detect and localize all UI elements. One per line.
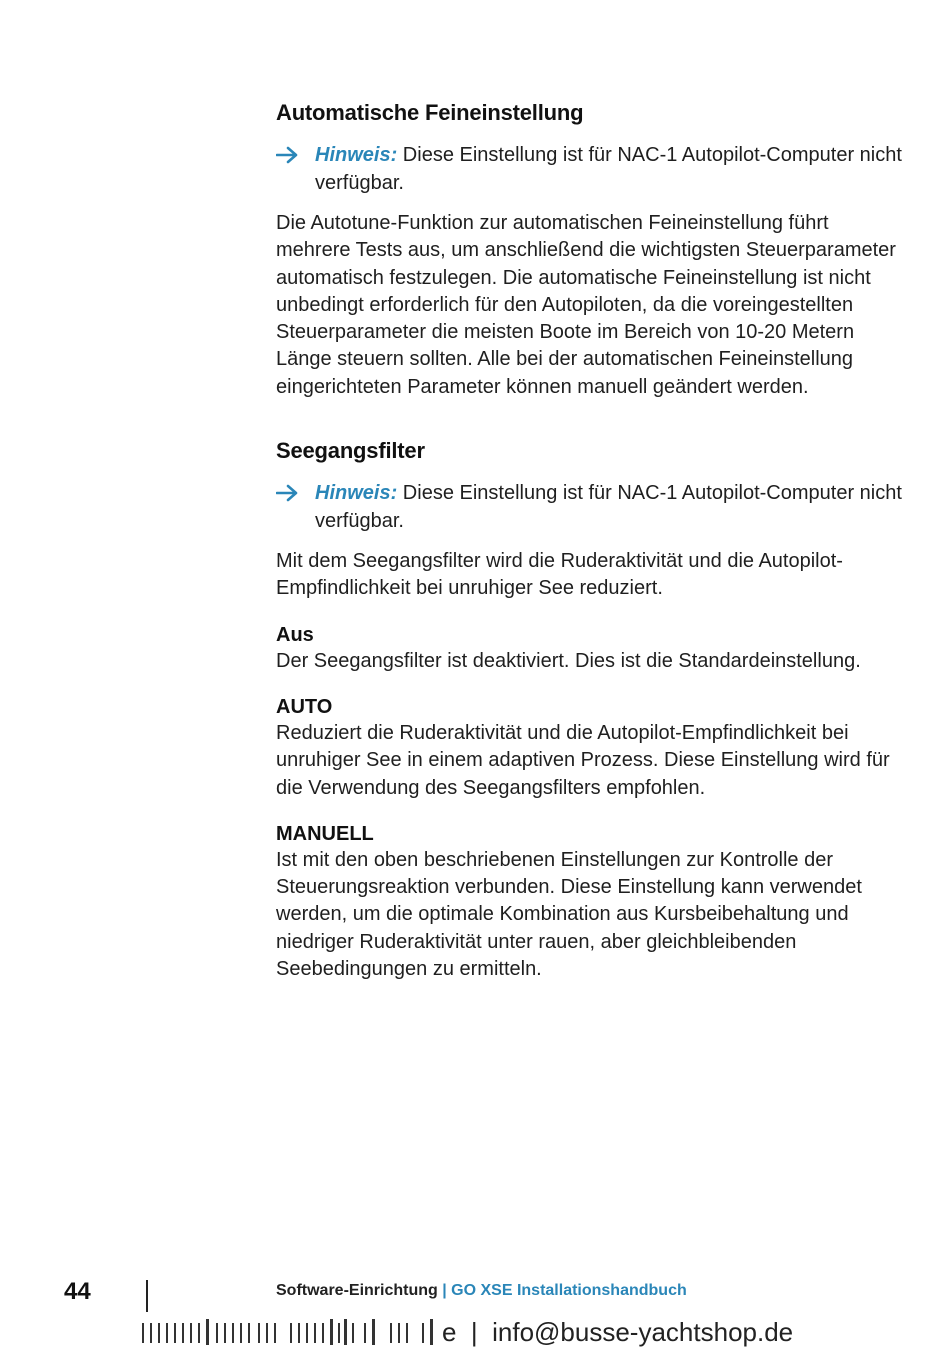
option-aus <box>276 622 906 675</box>
watermark <box>140 1316 820 1348</box>
option-auto <box>276 694 906 802</box>
note-seegangsfilter <box>276 480 906 535</box>
barcode-watermark-icon <box>140 1317 440 1347</box>
footer-section: Software-Einrichtung <box>276 1282 438 1299</box>
option-title: Aus <box>276 623 314 646</box>
footer-divider <box>146 1280 148 1312</box>
option-title: AUTO <box>276 695 333 718</box>
watermark-text: e | info@busse-yachtshop.de <box>442 1316 794 1347</box>
option-description: Ist mit den oben beschriebenen Einstellungen zur Kontrolle der Steuerungsreaktion verbunden. Diese Einstellung kann verwendet werden, um die optimale Kombination aus Kursbeibehaltung und niedriger Ruderaktivität unter rauen, aber gleichbleibenden Seebedingungen zu ermitteln. <box>276 848 862 981</box>
footer-pipe: | <box>437 1282 452 1299</box>
note-label: Hinweis: <box>315 482 398 505</box>
note-text: Diese Einstellung ist für NAC-1 Autopilot-Computer nicht verfügbar. <box>315 144 902 194</box>
section-heading-feineinstellung: Automatische Feineinstellung <box>276 100 584 125</box>
option-description: Reduziert die Ruderaktivität und die Autopilot-Empfindlichkeit bei unruhiger See in einem adaptiven Prozess. Diese Einstellung wird für die Verwendung des Seegangsfilters empfohlen. <box>276 721 890 799</box>
arrow-right-icon <box>276 145 300 165</box>
section-heading-seegangsfilter: Seegangsfilter <box>276 438 425 464</box>
paragraph-autotune: Die Autotune-Funktion zur automatischen Feineinstellung führt mehrere Tests aus, um anschließend die wichtigsten Steuerparameter automatisch festzulegen. Die automatische Feineinstellung ist nicht unbedingt erforderlich für den Autopiloten, da die voreingestellten Steuerparameter die meisten Boote im Bereich von 10-20 Metern Länge steuern sollten. Alle bei der automatischen Feineinstellung eingerichteten Parameter können manuell geändert werden. <box>276 212 896 398</box>
option-title: MANUELL <box>276 822 374 845</box>
footer-book-title: GO XSE Installationshandbuch <box>451 1282 687 1299</box>
note-feineinstellung <box>276 142 906 197</box>
arrow-right-icon <box>276 483 300 503</box>
note-text: Diese Einstellung ist für NAC-1 Autopilot-Computer nicht verfügbar. <box>315 482 902 532</box>
note-label: Hinweis: <box>315 144 398 166</box>
page-number: 44 <box>64 1278 91 1305</box>
option-description: Der Seegangsfilter ist deaktiviert. Dies ist die Standardeinstellung. <box>276 649 861 672</box>
footer-title <box>276 1282 687 1300</box>
option-manuell <box>276 821 906 983</box>
paragraph-seegangsfilter: Mit dem Seegangsfilter wird die Ruderaktivität und die Autopilot-Empfindlichkeit bei unruhiger See reduziert. <box>276 550 843 600</box>
page-content <box>276 100 906 983</box>
